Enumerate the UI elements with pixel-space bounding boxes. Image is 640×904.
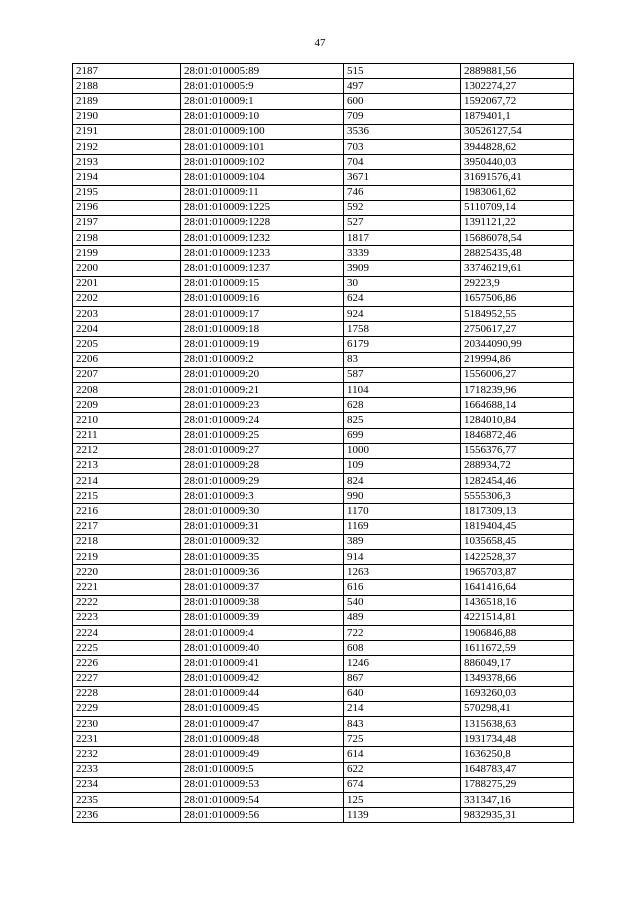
table-row [73,200,574,215]
value-cell: 20344090,99 [461,337,574,352]
value-cell: 1556006,27 [461,367,574,382]
cadastral-number-cell: 28:01:010009:16 [181,291,344,306]
row-number-cell: 2188 [73,79,181,94]
value-cell: 219994,86 [461,352,574,367]
cadastral-number-cell: 28:01:010009:1225 [181,200,344,215]
value-cell: 5184952,55 [461,307,574,322]
table-row [73,215,574,230]
area-cell: 722 [344,625,461,640]
table-row [73,732,574,747]
table-row [73,367,574,382]
table-row [73,307,574,322]
row-number-cell: 2207 [73,367,181,382]
table-row [73,337,574,352]
row-number-cell: 2209 [73,398,181,413]
area-cell: 600 [344,94,461,109]
area-cell: 592 [344,200,461,215]
table-row [73,124,574,139]
table-row [73,322,574,337]
table-row [73,580,574,595]
cadastral-number-cell: 28:01:010009:40 [181,641,344,656]
cadastral-number-cell: 28:01:010009:41 [181,656,344,671]
value-cell: 2889881,56 [461,64,574,79]
area-cell: 1817 [344,231,461,246]
area-cell: 709 [344,109,461,124]
row-number-cell: 2224 [73,625,181,640]
value-cell: 1931734,48 [461,732,574,747]
value-cell: 1391121,22 [461,215,574,230]
value-cell: 1657506,86 [461,291,574,306]
cadastral-number-cell: 28:01:010009:1228 [181,215,344,230]
row-number-cell: 2210 [73,413,181,428]
row-number-cell: 2200 [73,261,181,276]
row-number-cell: 2212 [73,443,181,458]
cadastral-number-cell: 28:01:010009:35 [181,550,344,565]
value-cell: 1436518,16 [461,595,574,610]
area-cell: 628 [344,398,461,413]
area-cell: 867 [344,671,461,686]
cadastral-number-cell: 28:01:010009:30 [181,504,344,519]
cadastral-number-cell: 28:01:010009:44 [181,686,344,701]
row-number-cell: 2193 [73,155,181,170]
row-number-cell: 2203 [73,307,181,322]
cadastral-number-cell: 28:01:010005:9 [181,79,344,94]
table-row [73,565,574,580]
value-cell: 1817309,13 [461,504,574,519]
table-row [73,717,574,732]
value-cell: 1611672,59 [461,641,574,656]
table-row [73,428,574,443]
table-body [73,64,574,823]
row-number-cell: 2234 [73,777,181,792]
row-number-cell: 2231 [73,732,181,747]
table-row [73,747,574,762]
value-cell: 2750617,27 [461,322,574,337]
value-cell: 5110709,14 [461,200,574,215]
area-cell: 725 [344,732,461,747]
value-cell: 1349378,66 [461,671,574,686]
value-cell: 1983061,62 [461,185,574,200]
area-cell: 614 [344,747,461,762]
table-row [73,625,574,640]
area-cell: 1263 [344,565,461,580]
cadastral-number-cell: 28:01:010009:28 [181,458,344,473]
value-cell: 1879401,1 [461,109,574,124]
row-number-cell: 2192 [73,139,181,154]
value-cell: 1284010,84 [461,413,574,428]
table-row [73,170,574,185]
table-row [73,534,574,549]
area-cell: 497 [344,79,461,94]
table-row [73,246,574,261]
area-cell: 3909 [344,261,461,276]
row-number-cell: 2233 [73,762,181,777]
table-row [73,94,574,109]
table-row [73,382,574,397]
value-cell: 288934,72 [461,458,574,473]
value-cell: 1906846,88 [461,625,574,640]
value-cell: 1965703,87 [461,565,574,580]
value-cell: 1302274,27 [461,79,574,94]
row-number-cell: 2235 [73,793,181,808]
area-cell: 640 [344,686,461,701]
area-cell: 699 [344,428,461,443]
table-row [73,413,574,428]
table-row [73,261,574,276]
cadastral-number-cell: 28:01:010009:104 [181,170,344,185]
cadastral-number-cell: 28:01:010009:10 [181,109,344,124]
area-cell: 1170 [344,504,461,519]
row-number-cell: 2195 [73,185,181,200]
table-row [73,504,574,519]
value-cell: 1641416,64 [461,580,574,595]
cadastral-number-cell: 28:01:010009:20 [181,367,344,382]
area-cell: 616 [344,580,461,595]
table-row [73,458,574,473]
area-cell: 214 [344,701,461,716]
cadastral-number-cell: 28:01:010009:102 [181,155,344,170]
table-row [73,641,574,656]
cadastral-number-cell: 28:01:010009:23 [181,398,344,413]
area-cell: 608 [344,641,461,656]
value-cell: 3950440,03 [461,155,574,170]
area-cell: 746 [344,185,461,200]
table-row [73,443,574,458]
area-cell: 825 [344,413,461,428]
area-cell: 824 [344,474,461,489]
row-number-cell: 2226 [73,656,181,671]
area-cell: 389 [344,534,461,549]
cadastral-table [72,63,574,823]
value-cell: 3944828,62 [461,139,574,154]
value-cell: 1422528,37 [461,550,574,565]
table-row [73,610,574,625]
area-cell: 990 [344,489,461,504]
page-number: 47 [314,37,326,49]
area-cell: 1104 [344,382,461,397]
cadastral-number-cell: 28:01:010009:17 [181,307,344,322]
table-row [73,185,574,200]
value-cell: 1718239,96 [461,382,574,397]
cadastral-number-cell: 28:01:010009:18 [181,322,344,337]
row-number-cell: 2222 [73,595,181,610]
value-cell: 1819404,45 [461,519,574,534]
row-number-cell: 2216 [73,504,181,519]
area-cell: 527 [344,215,461,230]
cadastral-number-cell: 28:01:010009:1232 [181,231,344,246]
area-cell: 674 [344,777,461,792]
table-row [73,550,574,565]
cadastral-number-cell: 28:01:010009:29 [181,474,344,489]
area-cell: 3671 [344,170,461,185]
cadastral-number-cell: 28:01:010009:2 [181,352,344,367]
table-row [73,291,574,306]
row-number-cell: 2198 [73,231,181,246]
row-number-cell: 2232 [73,747,181,762]
row-number-cell: 2219 [73,550,181,565]
cadastral-number-cell: 28:01:010009:5 [181,762,344,777]
row-number-cell: 2236 [73,808,181,823]
value-cell: 331347,16 [461,793,574,808]
area-cell: 515 [344,64,461,79]
area-cell: 125 [344,793,461,808]
cadastral-number-cell: 28:01:010009:38 [181,595,344,610]
area-cell: 703 [344,139,461,154]
area-cell: 3339 [344,246,461,261]
table-row [73,474,574,489]
row-number-cell: 2201 [73,276,181,291]
area-cell: 6179 [344,337,461,352]
row-number-cell: 2197 [73,215,181,230]
row-number-cell: 2230 [73,717,181,732]
table-row [73,777,574,792]
row-number-cell: 2220 [73,565,181,580]
cadastral-number-cell: 28:01:010009:1237 [181,261,344,276]
value-cell: 1693260,03 [461,686,574,701]
row-number-cell: 2227 [73,671,181,686]
area-cell: 30 [344,276,461,291]
value-cell: 1788275,29 [461,777,574,792]
table-row [73,793,574,808]
table-row [73,701,574,716]
row-number-cell: 2206 [73,352,181,367]
cadastral-number-cell: 28:01:010009:100 [181,124,344,139]
cadastral-number-cell: 28:01:010009:31 [181,519,344,534]
area-cell: 489 [344,610,461,625]
table-row [73,109,574,124]
area-cell: 83 [344,352,461,367]
area-cell: 704 [344,155,461,170]
area-cell: 843 [344,717,461,732]
value-cell: 886049,17 [461,656,574,671]
row-number-cell: 2190 [73,109,181,124]
row-number-cell: 2225 [73,641,181,656]
table-row [73,489,574,504]
cadastral-number-cell: 28:01:010009:36 [181,565,344,580]
area-cell: 622 [344,762,461,777]
value-cell: 15686078,54 [461,231,574,246]
table-row [73,398,574,413]
row-number-cell: 2223 [73,610,181,625]
cadastral-number-cell: 28:01:010009:48 [181,732,344,747]
table-row [73,762,574,777]
cadastral-number-cell: 28:01:010009:24 [181,413,344,428]
value-cell: 1556376,77 [461,443,574,458]
value-cell: 1315638,63 [461,717,574,732]
table-row [73,352,574,367]
area-cell: 587 [344,367,461,382]
table-row [73,231,574,246]
value-cell: 30526127,54 [461,124,574,139]
value-cell: 570298,41 [461,701,574,716]
table-row [73,519,574,534]
value-cell: 1846872,46 [461,428,574,443]
value-cell: 33746219,61 [461,261,574,276]
cadastral-number-cell: 28:01:010009:19 [181,337,344,352]
value-cell: 5555306,3 [461,489,574,504]
row-number-cell: 2221 [73,580,181,595]
cadastral-number-cell: 28:01:010009:49 [181,747,344,762]
value-cell: 4221514,81 [461,610,574,625]
row-number-cell: 2191 [73,124,181,139]
value-cell: 28825435,48 [461,246,574,261]
row-number-cell: 2208 [73,382,181,397]
row-number-cell: 2189 [73,94,181,109]
cadastral-number-cell: 28:01:010009:11 [181,185,344,200]
row-number-cell: 2218 [73,534,181,549]
row-number-cell: 2228 [73,686,181,701]
area-cell: 109 [344,458,461,473]
cadastral-number-cell: 28:01:010009:32 [181,534,344,549]
cadastral-number-cell: 28:01:010009:37 [181,580,344,595]
row-number-cell: 2194 [73,170,181,185]
row-number-cell: 2229 [73,701,181,716]
value-cell: 1035658,45 [461,534,574,549]
row-number-cell: 2205 [73,337,181,352]
row-number-cell: 2214 [73,474,181,489]
area-cell: 914 [344,550,461,565]
cadastral-number-cell: 28:01:010009:101 [181,139,344,154]
area-cell: 1139 [344,808,461,823]
table-row [73,64,574,79]
row-number-cell: 2215 [73,489,181,504]
cadastral-number-cell: 28:01:010009:15 [181,276,344,291]
row-number-cell: 2204 [73,322,181,337]
cadastral-number-cell: 28:01:010009:56 [181,808,344,823]
table-row [73,155,574,170]
value-cell: 1636250,8 [461,747,574,762]
cadastral-number-cell: 28:01:010009:4 [181,625,344,640]
cadastral-number-cell: 28:01:010009:42 [181,671,344,686]
cadastral-number-cell: 28:01:010009:47 [181,717,344,732]
area-cell: 1758 [344,322,461,337]
area-cell: 924 [344,307,461,322]
area-cell: 1000 [344,443,461,458]
table-row [73,686,574,701]
table-row [73,139,574,154]
cadastral-number-cell: 28:01:010005:89 [181,64,344,79]
row-number-cell: 2217 [73,519,181,534]
row-number-cell: 2213 [73,458,181,473]
cadastral-number-cell: 28:01:010009:45 [181,701,344,716]
cadastral-number-cell: 28:01:010009:25 [181,428,344,443]
cadastral-number-cell: 28:01:010009:21 [181,382,344,397]
value-cell: 1282454,46 [461,474,574,489]
value-cell: 9832935,31 [461,808,574,823]
value-cell: 1648783,47 [461,762,574,777]
table-row [73,276,574,291]
table-row [73,671,574,686]
cadastral-number-cell: 28:01:010009:39 [181,610,344,625]
cadastral-number-cell: 28:01:010009:53 [181,777,344,792]
cadastral-number-cell: 28:01:010009:27 [181,443,344,458]
cadastral-number-cell: 28:01:010009:54 [181,793,344,808]
table-row [73,595,574,610]
area-cell: 540 [344,595,461,610]
table-row [73,79,574,94]
row-number-cell: 2199 [73,246,181,261]
table-row [73,808,574,823]
cadastral-number-cell: 28:01:010009:1233 [181,246,344,261]
cadastral-number-cell: 28:01:010009:1 [181,94,344,109]
row-number-cell: 2196 [73,200,181,215]
value-cell: 1664688,14 [461,398,574,413]
row-number-cell: 2187 [73,64,181,79]
area-cell: 624 [344,291,461,306]
row-number-cell: 2202 [73,291,181,306]
value-cell: 1592067,72 [461,94,574,109]
cadastral-number-cell: 28:01:010009:3 [181,489,344,504]
table-row [73,656,574,671]
area-cell: 1246 [344,656,461,671]
area-cell: 1169 [344,519,461,534]
area-cell: 3536 [344,124,461,139]
value-cell: 29223,9 [461,276,574,291]
value-cell: 31691576,41 [461,170,574,185]
row-number-cell: 2211 [73,428,181,443]
